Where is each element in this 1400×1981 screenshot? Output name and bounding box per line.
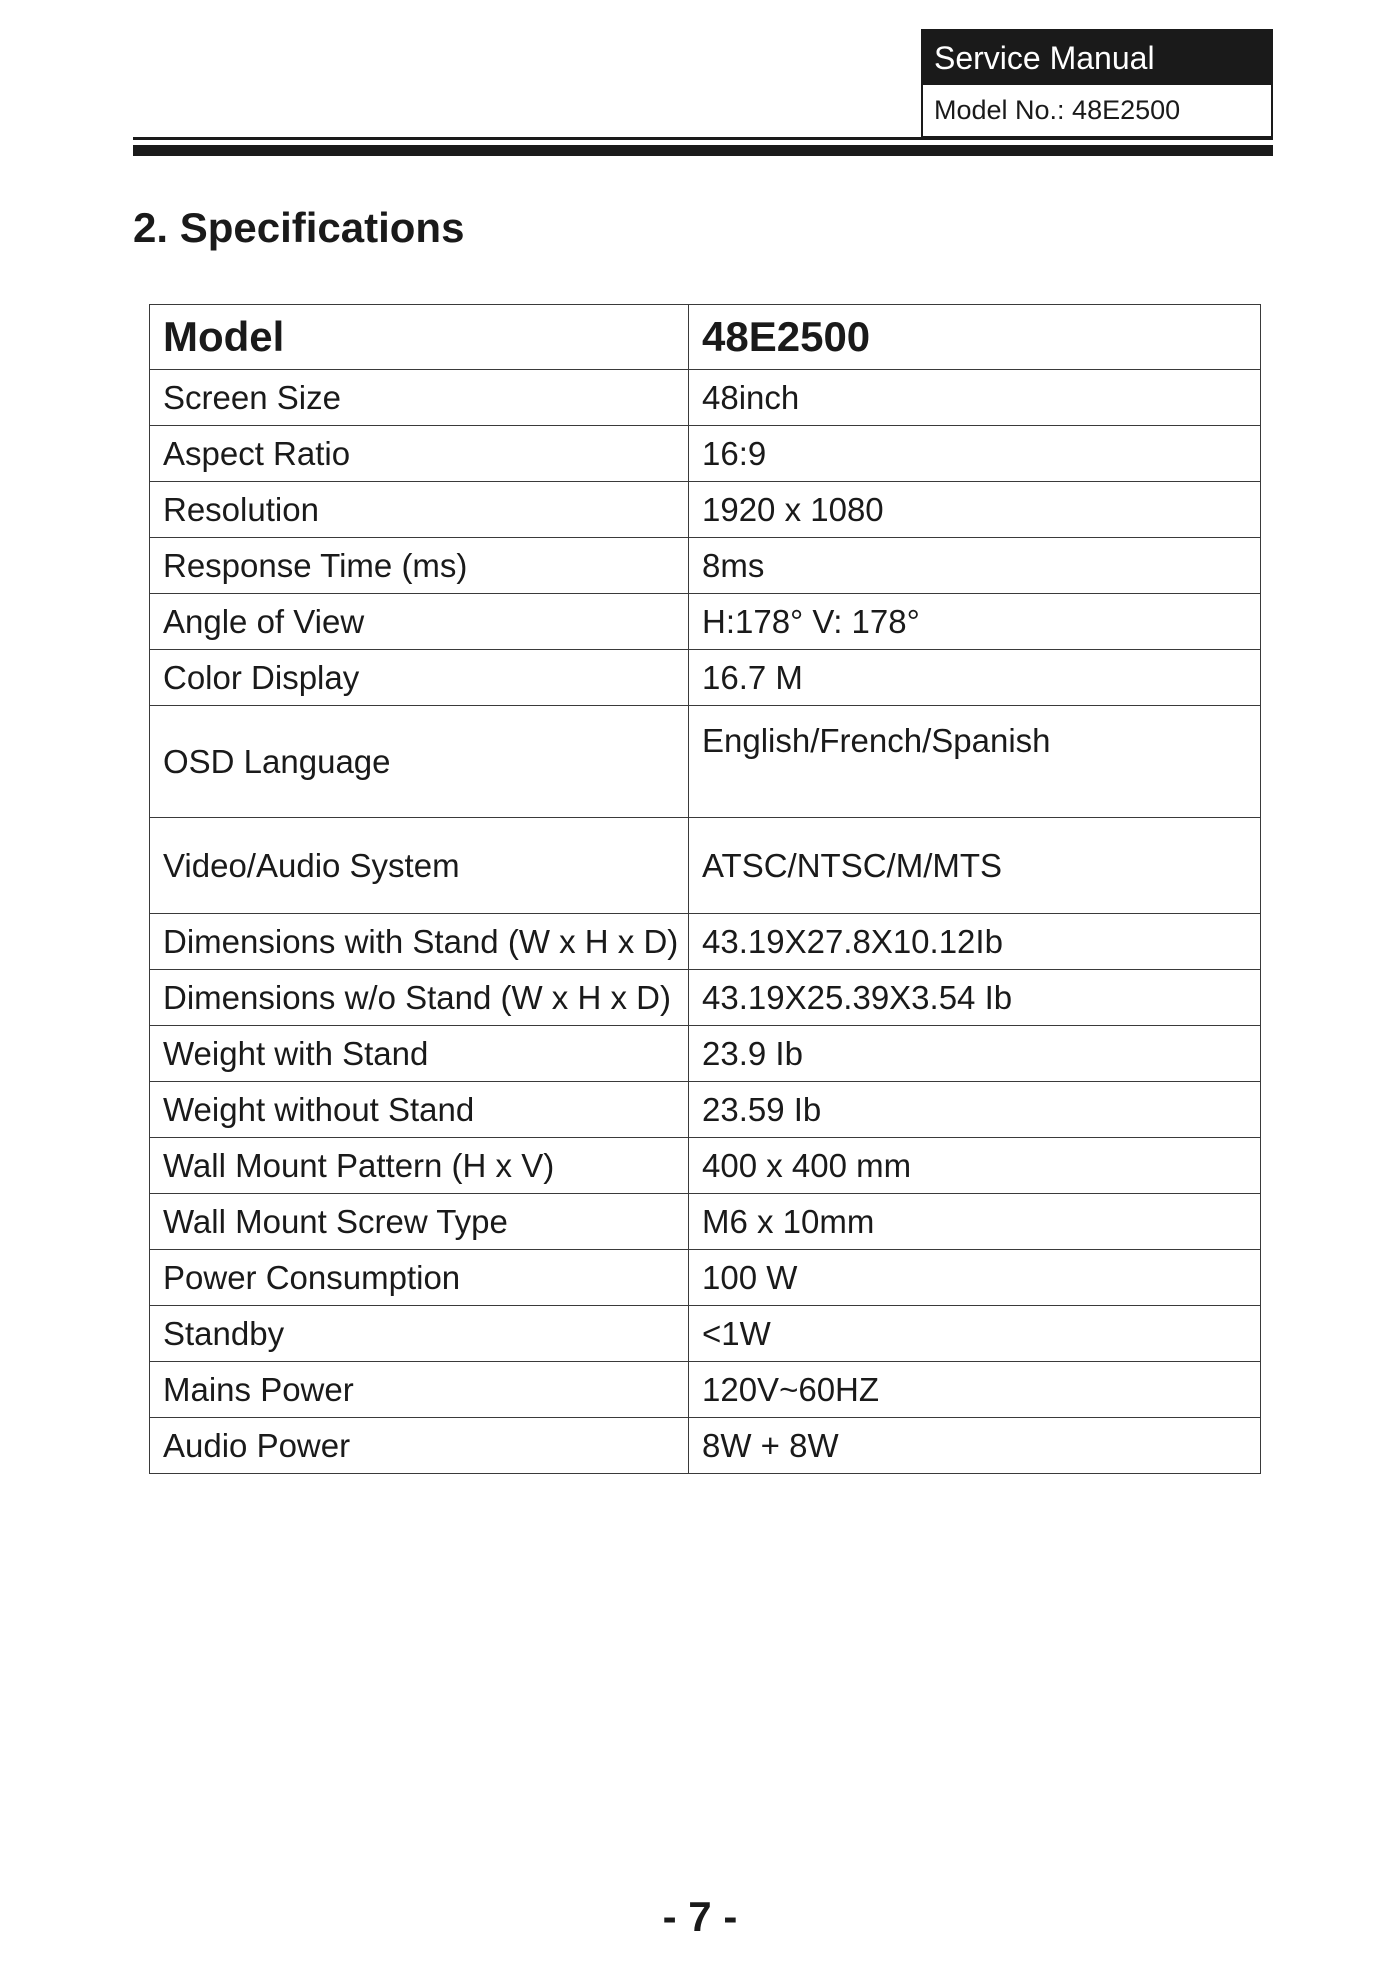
spec-value: 43.19X25.39X3.54 Ib	[689, 970, 1261, 1026]
spec-label: OSD Language	[150, 706, 689, 818]
table-row	[150, 426, 1261, 482]
spec-label: Standby	[150, 1306, 689, 1362]
spec-label: Screen Size	[150, 370, 689, 426]
table-row	[150, 1306, 1261, 1362]
table-header-row	[150, 305, 1261, 370]
spec-value: 16.7 M	[689, 650, 1261, 706]
table-row	[150, 1026, 1261, 1082]
spec-label: Response Time (ms)	[150, 538, 689, 594]
spec-value: 23.59 Ib	[689, 1082, 1261, 1138]
table-row	[150, 1194, 1261, 1250]
spec-label: Audio Power	[150, 1418, 689, 1474]
spec-label: Color Display	[150, 650, 689, 706]
spec-label: Weight without Stand	[150, 1082, 689, 1138]
spec-value: 400 x 400 mm	[689, 1138, 1261, 1194]
spec-label: Dimensions with Stand (W x H x D)	[150, 914, 689, 970]
table-row	[150, 1418, 1261, 1474]
table-row	[150, 706, 1261, 818]
spec-label: Wall Mount Screw Type	[150, 1194, 689, 1250]
spec-value: H:178° V: 178°	[689, 594, 1261, 650]
table-row	[150, 538, 1261, 594]
section-title: 2. Specifications	[133, 204, 465, 251]
spec-value: 8ms	[689, 538, 1261, 594]
table-row	[150, 482, 1261, 538]
spec-value: M6 x 10mm	[689, 1194, 1261, 1250]
spec-value: 16:9	[689, 426, 1261, 482]
table-row	[150, 1250, 1261, 1306]
spec-value: 48inch	[689, 370, 1261, 426]
spec-value: 43.19X27.8X10.12Ib	[689, 914, 1261, 970]
spec-value: 23.9 Ib	[689, 1026, 1261, 1082]
header-cell-value: 48E2500	[689, 305, 1261, 370]
header-rule-thick	[133, 145, 1273, 156]
spec-label: Angle of View	[150, 594, 689, 650]
spec-value: 100 W	[689, 1250, 1261, 1306]
spec-label: Power Consumption	[150, 1250, 689, 1306]
page-number: - 7 -	[662, 1893, 738, 1940]
table-row	[150, 650, 1261, 706]
header-cell-label: Model	[150, 305, 689, 370]
spec-value: English/French/Spanish	[689, 706, 1261, 818]
spec-label: Weight with Stand	[150, 1026, 689, 1082]
table-row	[150, 818, 1261, 914]
table-row	[150, 594, 1261, 650]
model-number: Model No.: 48E2500	[934, 95, 1181, 125]
spec-label: Wall Mount Pattern (H x V)	[150, 1138, 689, 1194]
table-row	[150, 370, 1261, 426]
table-row	[150, 970, 1261, 1026]
table-row	[150, 1082, 1261, 1138]
spec-value: ATSC/NTSC/M/MTS	[689, 818, 1261, 914]
spec-label: Mains Power	[150, 1362, 689, 1418]
spec-label: Aspect Ratio	[150, 426, 689, 482]
spec-label: Resolution	[150, 482, 689, 538]
spec-value: 1920 x 1080	[689, 482, 1261, 538]
spec-label: Dimensions w/o Stand (W x H x D)	[150, 970, 689, 1026]
header-box	[921, 29, 1273, 138]
table-row	[150, 1138, 1261, 1194]
spec-label: Video/Audio System	[150, 818, 689, 914]
spec-value: <1W	[689, 1306, 1261, 1362]
specifications-table	[149, 304, 1261, 1474]
spec-value: 120V~60HZ	[689, 1362, 1261, 1418]
table-row	[150, 914, 1261, 970]
table-row	[150, 1362, 1261, 1418]
spec-value: 8W + 8W	[689, 1418, 1261, 1474]
manual-title: Service Manual	[923, 31, 1271, 85]
header-rule-thin	[133, 137, 1273, 140]
